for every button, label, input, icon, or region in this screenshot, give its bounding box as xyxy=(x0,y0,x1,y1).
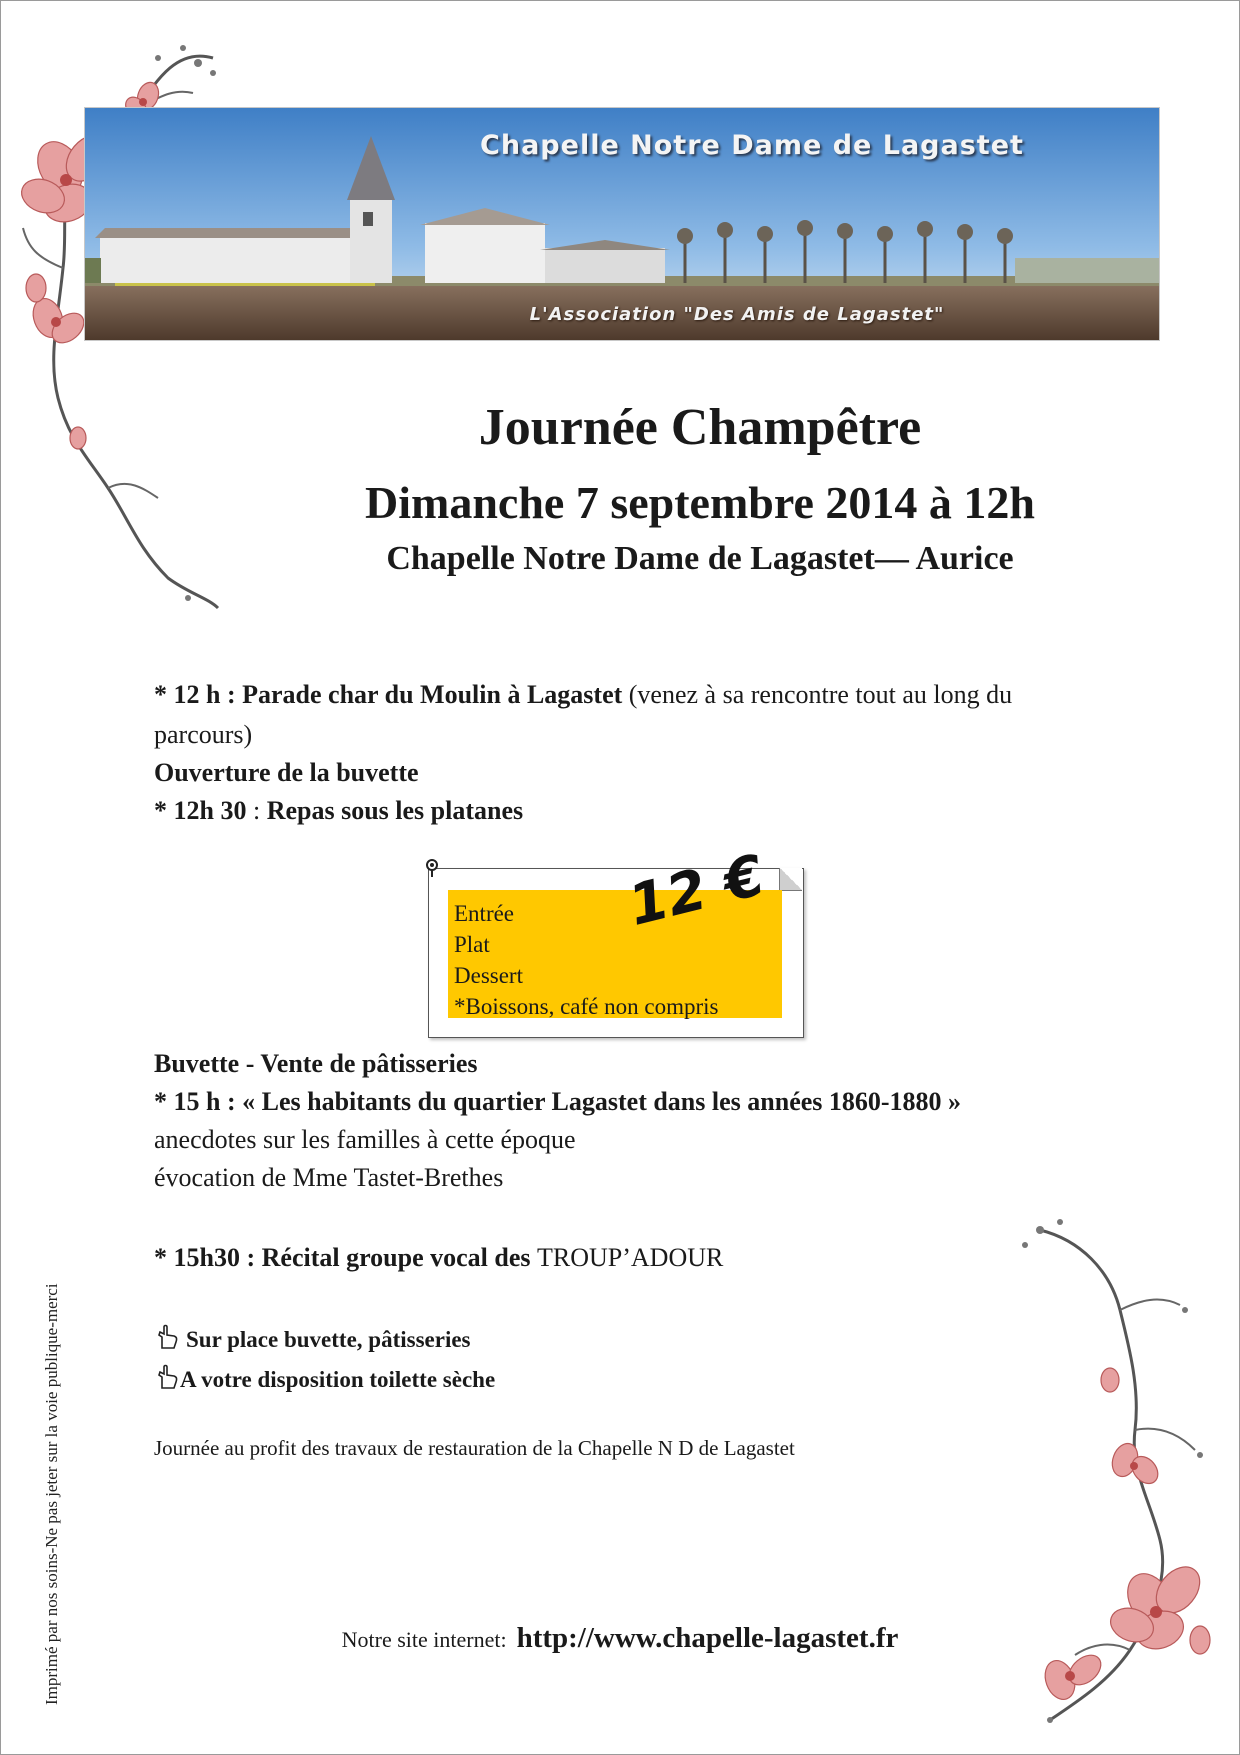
talk-title: « Les habitants du quartier Lagastet dans les années 1860-1880 » xyxy=(242,1087,962,1116)
program-item-meal xyxy=(154,795,523,826)
event-title: Journée Champêtre xyxy=(478,399,922,456)
program-item-recital xyxy=(154,1242,723,1273)
talk-detail-2: évocation de Mme Tastet-Brethes xyxy=(154,1163,504,1192)
website-link[interactable]: http://www.chapelle-lagastet.fr xyxy=(516,1622,899,1654)
program-item-parade xyxy=(154,675,1114,755)
note-toilet xyxy=(154,1364,495,1394)
note-buvette xyxy=(154,1324,471,1354)
parade-note: (venez à sa rencontre tout au long du parcours) xyxy=(154,680,1013,749)
recital-title: Récital groupe vocal des xyxy=(261,1243,537,1272)
buvette-opening xyxy=(154,757,419,788)
menu-price-sign xyxy=(424,842,802,1036)
meal-title: Repas sous les platanes xyxy=(266,796,524,825)
buvette-sale-text: Buvette - Vente de pâtisseries xyxy=(154,1049,478,1078)
menu-item: Plat xyxy=(454,932,490,957)
pointing-hand-icon xyxy=(154,1324,180,1350)
website-footer xyxy=(0,1622,1240,1655)
pushpin-icon xyxy=(424,858,440,878)
menu-item: Entrée xyxy=(454,901,515,926)
buvette-sale xyxy=(154,1048,478,1079)
banner-subtitle: L'Association "Des Amis de Lagastet" xyxy=(529,304,945,325)
note-buvette-text: Sur place buvette, pâtisseries xyxy=(186,1327,471,1352)
meal-time: * 12h 30 xyxy=(154,796,247,825)
menu-item: *Boissons, café non compris xyxy=(454,994,719,1019)
meal-separator: : xyxy=(246,796,267,825)
banner-title: Chapelle Notre Dame de Lagastet xyxy=(480,130,1024,161)
header-banner xyxy=(84,107,1160,341)
print-disclaimer: Imprimé par nos soins-Ne pas jeter sur la voie publique-merci xyxy=(42,1283,61,1705)
benefit-note: Journée au profit des travaux de restauration de la Chapelle N D de Lagastet xyxy=(154,1436,795,1460)
event-place: Chapelle Notre Dame de Lagastet— Aurice xyxy=(386,540,1014,577)
talk-time: * 15 h : xyxy=(154,1087,243,1116)
note-toilet-text: A votre disposition toilette sèche xyxy=(180,1367,496,1392)
website-label: Notre site internet: xyxy=(341,1627,507,1652)
floral-flourish-bottom-right xyxy=(1000,1200,1235,1750)
recital-time: * 15h30 : xyxy=(154,1243,262,1272)
program-item-talk xyxy=(154,1086,961,1117)
menu-item: Dessert xyxy=(454,963,523,988)
recital-group: TROUP’ADOUR xyxy=(537,1243,724,1272)
parade-time: * 12 h : xyxy=(154,680,243,709)
talk-detail-1: anecdotes sur les familles à cette époque xyxy=(154,1125,576,1154)
pointing-hand-icon xyxy=(154,1364,180,1390)
sign-folded-corner xyxy=(779,868,802,891)
buvette-opening-text: Ouverture de la buvette xyxy=(154,758,419,787)
menu-price: 12 € xyxy=(622,842,771,939)
event-date: Dimanche 7 septembre 2014 à 12h xyxy=(365,477,1035,528)
parade-title: Parade char du Moulin à Lagastet xyxy=(242,680,623,709)
